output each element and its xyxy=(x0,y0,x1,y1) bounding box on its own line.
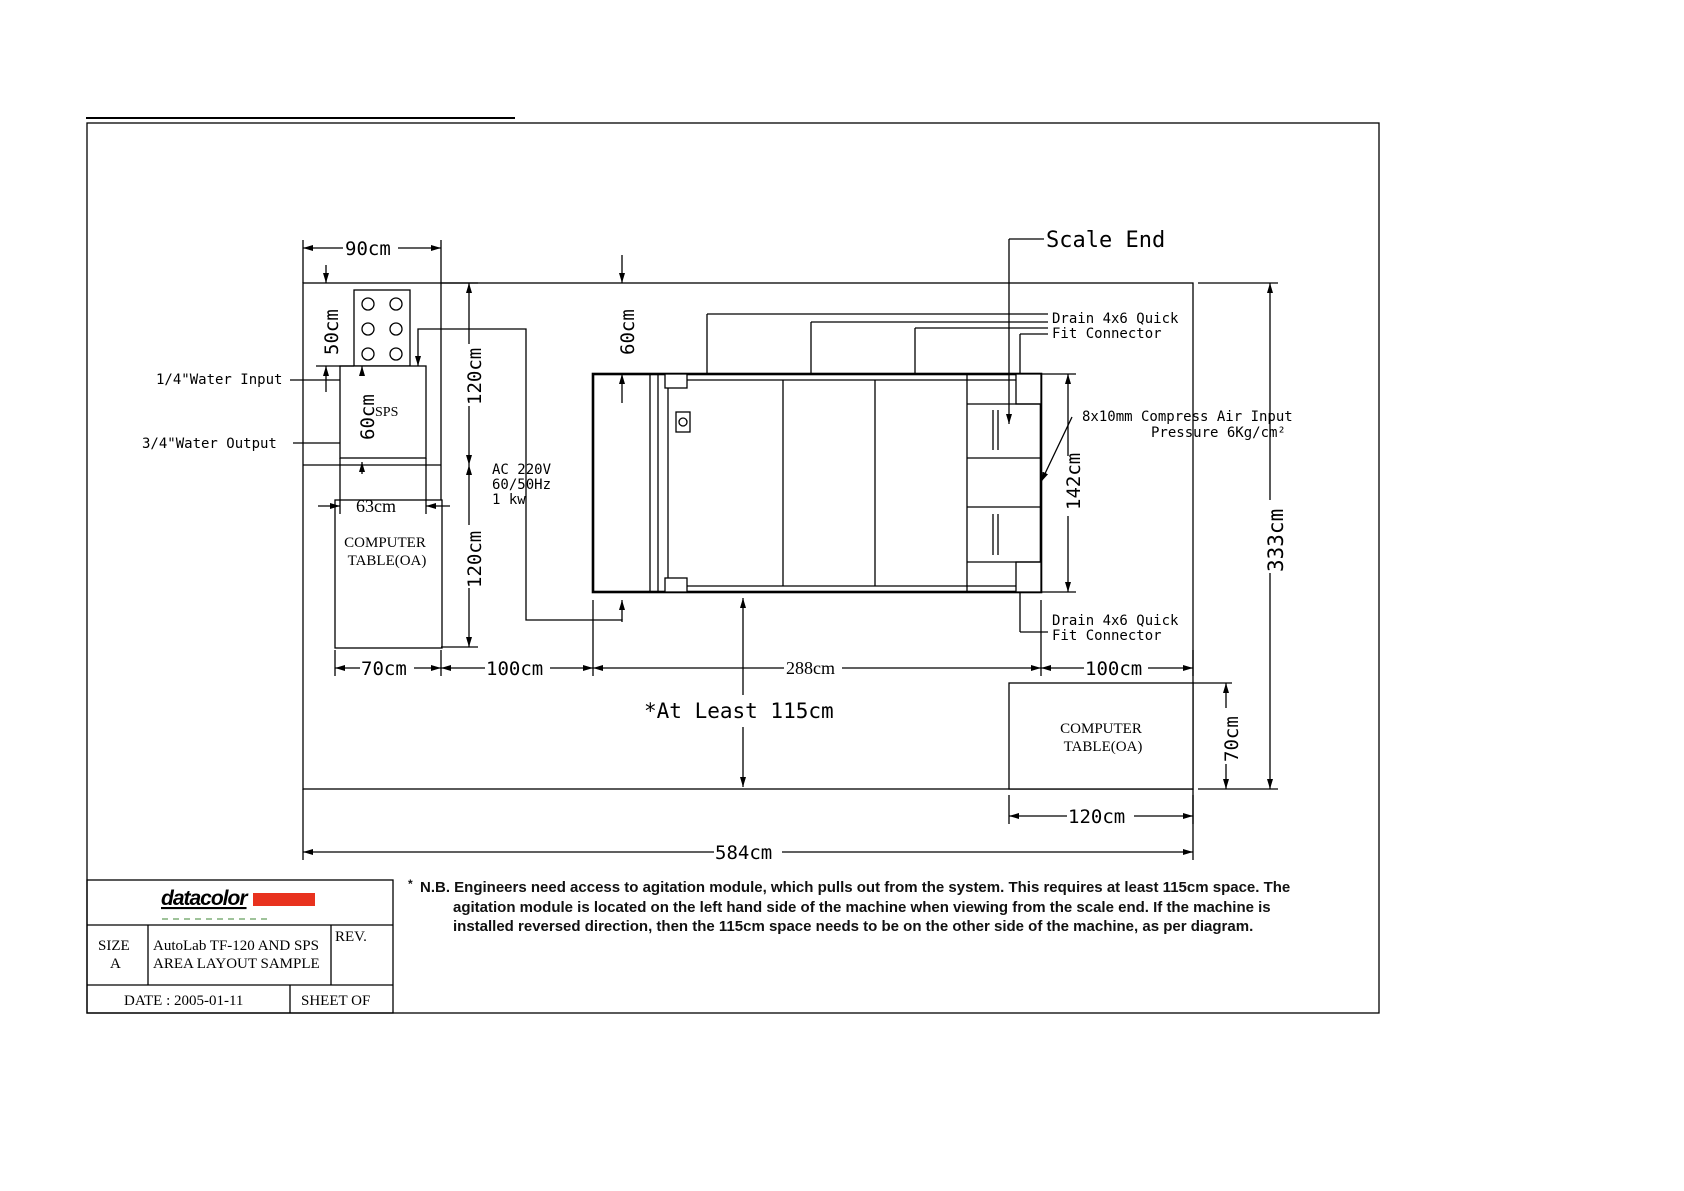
power-line1: AC 220V xyxy=(492,462,552,478)
size-value: A xyxy=(110,956,121,972)
air-input-line1: 8x10mm Compress Air Input xyxy=(1082,409,1293,425)
water-input-label: 1/4"Water Input xyxy=(156,372,283,388)
drain-bottom-leader xyxy=(1020,592,1048,632)
dim-70-left: 70cm xyxy=(361,658,407,680)
title-line1: AutoLab TF-120 AND SPS xyxy=(153,938,319,954)
dim-50: 50cm xyxy=(321,309,343,355)
note-star: * xyxy=(408,877,413,891)
note-line2: agitation module is located on the left hand side of the machine when viewing from the scale end. If the machine is xyxy=(453,898,1271,916)
dim-333: 333cm xyxy=(1264,508,1288,572)
dim-63: 63cm xyxy=(356,496,396,516)
dim-90: 90cm xyxy=(345,238,391,260)
computer-table-left-line2: TABLE(OA) xyxy=(347,553,427,569)
drain-top-line1: Drain 4x6 Quick xyxy=(1052,311,1179,327)
dim-120-right: 120cm xyxy=(1068,806,1126,828)
logo-bar xyxy=(253,893,315,906)
engineer-note xyxy=(408,878,1338,937)
datacolor-logo: datacolor xyxy=(161,887,247,910)
dim-60-machine: 60cm xyxy=(617,309,639,355)
note-line3: installed reversed direction, then the 115cm space needs to be on the other side of the machine, as per diagram. xyxy=(453,918,1254,935)
computer-table-right-line2: TABLE(OA) xyxy=(1063,739,1143,755)
water-output-label: 3/4"Water Output xyxy=(142,436,277,452)
dim-100-right: 100cm xyxy=(1085,658,1143,680)
drain-bottom-line1: Drain 4x6 Quick xyxy=(1052,613,1179,629)
rev-label: REV. xyxy=(335,929,367,945)
dim-120-bottom: 120cm xyxy=(464,530,486,588)
sheet-label: SHEET OF xyxy=(301,993,371,1009)
computer-table-left xyxy=(335,500,442,648)
power-line2: 60/50Hz xyxy=(492,477,552,493)
scale-end-label: Scale End xyxy=(1046,228,1166,253)
drain-top-line2: Fit Connector xyxy=(1052,326,1162,342)
computer-table-left-line1: COMPUTER xyxy=(344,535,426,551)
dim-120-top: 120cm xyxy=(464,347,486,405)
dim-288: 288cm xyxy=(786,658,835,678)
at-least-115: *At Least 115cm xyxy=(644,699,834,723)
dim-70-right: 70cm xyxy=(1221,716,1243,762)
drain-top-leaders xyxy=(707,314,1048,374)
computer-table-right-line1: COMPUTER xyxy=(1060,721,1142,737)
dim-142: 142cm xyxy=(1063,452,1085,510)
power-line3: 1 kw xyxy=(492,492,526,508)
drain-bottom-line2: Fit Connector xyxy=(1052,628,1162,644)
dim-584: 584cm xyxy=(715,842,773,864)
size-label: SIZE xyxy=(98,938,130,954)
title-line2: AREA LAYOUT SAMPLE xyxy=(153,956,320,972)
date-label: DATE : 2005-01-11 xyxy=(124,993,244,1009)
dim-60-sps: 60cm xyxy=(357,394,379,440)
note-line1: N.B. Engineers need access to agitation module, which pulls out from the system. This requires at least 115cm space. The xyxy=(420,879,1291,896)
sps-label: SPS xyxy=(375,405,399,420)
air-input-line2: Pressure 6Kg/cm² xyxy=(1151,425,1286,441)
autolab-machine xyxy=(593,374,1041,592)
dim-100-left: 100cm xyxy=(486,658,544,680)
